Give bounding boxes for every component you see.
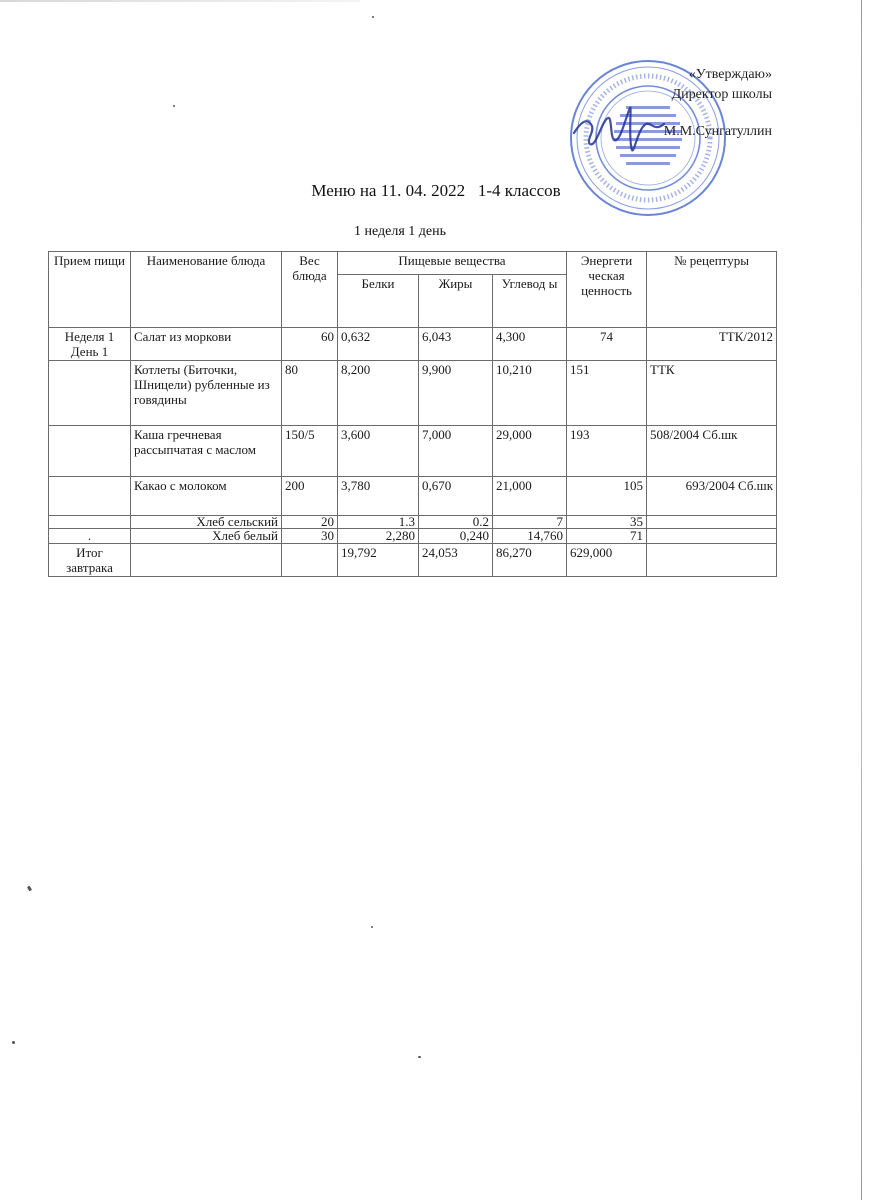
cell-protein: 2,280: [338, 529, 419, 544]
cell-energy: 193: [567, 426, 647, 477]
page-title: [0, 181, 872, 201]
header-weight: Вес блюда: [282, 252, 338, 328]
cell-fat: 24,053: [419, 544, 493, 577]
cell-carbs: 7: [493, 516, 567, 529]
cell-weight: 150/5: [282, 426, 338, 477]
cell-protein: 8,200: [338, 361, 419, 426]
cell-energy: 629,000: [567, 544, 647, 577]
cell-carbs: 21,000: [493, 477, 567, 516]
cell-dish: Хлеб сельский: [131, 516, 282, 529]
cell-meal: [49, 361, 131, 426]
cell-meal: [49, 477, 131, 516]
table-header-row: [49, 252, 777, 275]
cell-carbs: 14,760: [493, 529, 567, 544]
header-dish: Наименование блюда: [131, 252, 282, 328]
scan-right-edge: [861, 0, 862, 1200]
cell-fat: 7,000: [419, 426, 493, 477]
header-protein: Белки: [338, 275, 419, 328]
header-fat: Жиры: [419, 275, 493, 328]
approval-block: [542, 65, 772, 142]
cell-carbs: 86,270: [493, 544, 567, 577]
scan-speck: [418, 1056, 421, 1058]
cell-carbs: 4,300: [493, 328, 567, 361]
director-title: Директор школы: [671, 87, 772, 102]
menu-date: Меню на 11. 04. 2022: [311, 181, 466, 200]
cell-fat: 9,900: [419, 361, 493, 426]
cell-weight: 200: [282, 477, 338, 516]
cell-fat: 0.2: [419, 516, 493, 529]
approval-line: «Утверждаю»: [688, 67, 772, 82]
cell-recipe: ТТК/2012: [647, 328, 777, 361]
cell-dish: Котлеты (Биточки, Шницели) рубленные из говядины: [131, 361, 282, 426]
table-row: [49, 529, 777, 544]
cell-energy: 71: [567, 529, 647, 544]
cell-fat: 6,043: [419, 328, 493, 361]
cell-recipe: [647, 544, 777, 577]
table-row: [49, 477, 777, 516]
cell-meal: [49, 426, 131, 477]
scan-speck: [173, 105, 175, 107]
cell-energy: 74: [567, 328, 647, 361]
cell-recipe: 508/2004 Сб.шк: [647, 426, 777, 477]
header-recipe: № рецептуры: [647, 252, 777, 328]
cell-weight: 60: [282, 328, 338, 361]
table-row: [49, 328, 777, 361]
table-row: [49, 516, 777, 529]
cell-carbs: 29,000: [493, 426, 567, 477]
cell-weight: 20: [282, 516, 338, 529]
cell-meal: Итог завтрака: [49, 544, 131, 577]
cell-recipe: ТТК: [647, 361, 777, 426]
cell-dish: Хлеб белый: [131, 529, 282, 544]
cell-fat: 0,670: [419, 477, 493, 516]
scan-top-edge: [0, 0, 360, 2]
cell-protein: 0,632: [338, 328, 419, 361]
scan-speck: [372, 16, 374, 18]
cell-dish: Какао с молоком: [131, 477, 282, 516]
header-nutrients: Пищевые вещества: [338, 252, 567, 275]
cell-fat: 0,240: [419, 529, 493, 544]
table-row: [49, 361, 777, 426]
cell-dish: [131, 544, 282, 577]
cell-meal: Неделя 1 День 1: [49, 328, 131, 361]
cell-carbs: 10,210: [493, 361, 567, 426]
table-row: [49, 426, 777, 477]
cell-recipe: [647, 516, 777, 529]
table-total-row: [49, 544, 777, 577]
header-energy: Энергети ческая ценность: [567, 252, 647, 328]
week-day-label: 1 неделя 1 день: [354, 224, 446, 239]
header-meal: Прием пищи: [49, 252, 131, 328]
scan-speck: [12, 1041, 15, 1044]
cell-protein: 3,600: [338, 426, 419, 477]
cell-recipe: [647, 529, 777, 544]
cell-protein: 1.3: [338, 516, 419, 529]
cell-protein: 19,792: [338, 544, 419, 577]
scan-speck: [27, 886, 32, 892]
menu-table: [48, 251, 777, 577]
cell-dish: Салат из моркови: [131, 328, 282, 361]
cell-energy: 151: [567, 361, 647, 426]
cell-recipe: 693/2004 Сб.шк: [647, 477, 777, 516]
cell-meal: [49, 516, 131, 529]
director-name: М.М.Сунгатуллин: [663, 124, 772, 139]
scan-speck: [371, 926, 373, 928]
cell-weight: 30: [282, 529, 338, 544]
menu-classes: 1-4 классов: [477, 181, 561, 200]
cell-protein: 3,780: [338, 477, 419, 516]
cell-energy: 35: [567, 516, 647, 529]
cell-dish: Каша гречневая рассыпчатая с маслом: [131, 426, 282, 477]
cell-energy: 105: [567, 477, 647, 516]
cell-meal: .: [49, 529, 131, 544]
cell-weight: 80: [282, 361, 338, 426]
header-carbs: Углевод ы: [493, 275, 567, 328]
cell-weight: [282, 544, 338, 577]
